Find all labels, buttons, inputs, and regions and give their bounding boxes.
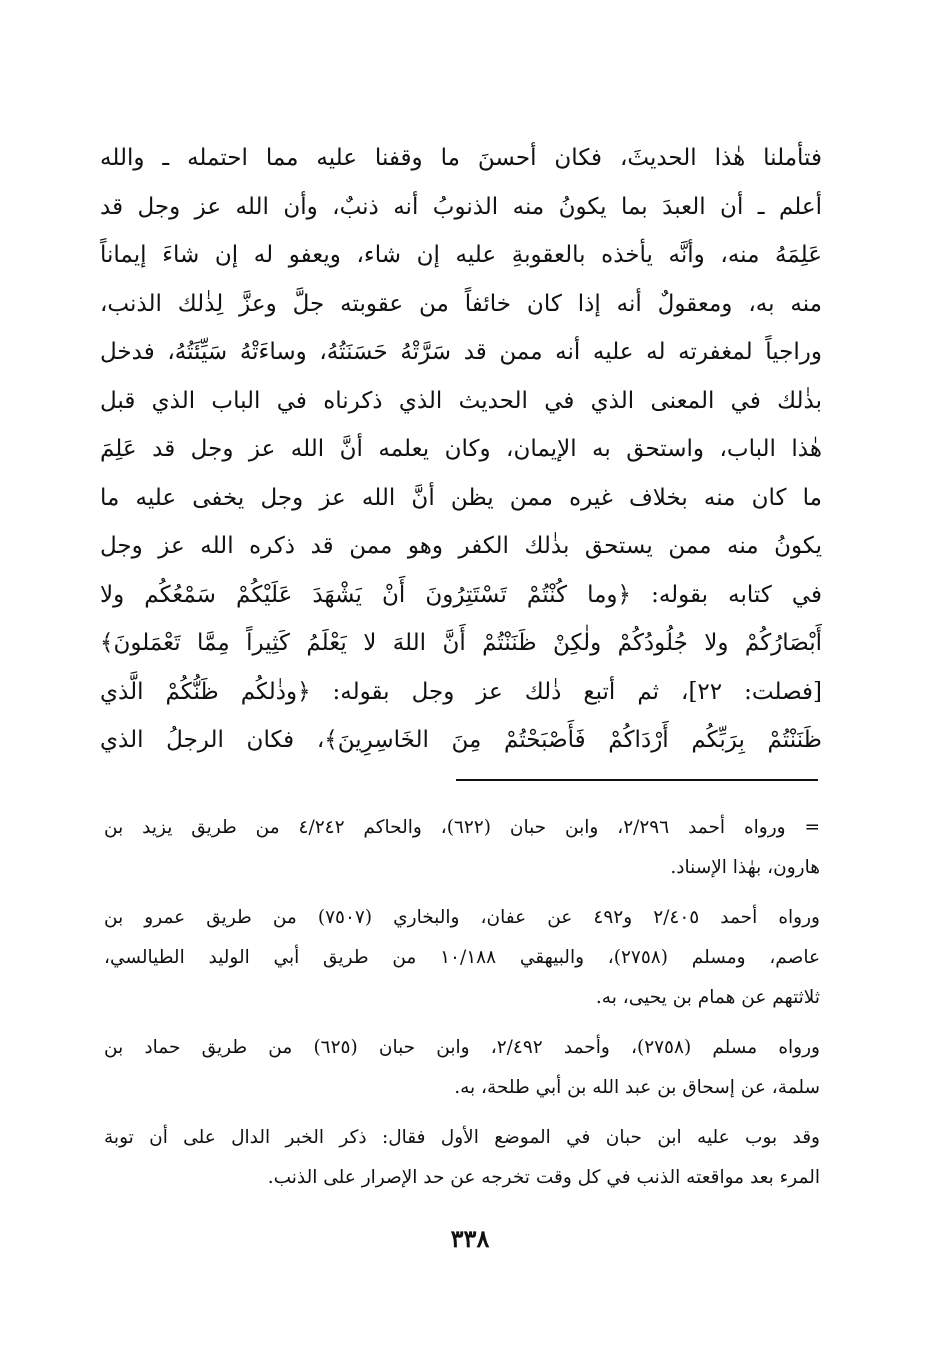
footnote-line: ورواه مسلم (٢٧٥٨)، وأحمد ٢/٤٩٢، وابن حبان (٦٢٥) من طريق حماد بن bbox=[104, 1037, 820, 1058]
footnote-gap bbox=[104, 1108, 820, 1118]
footnote-line: المرء بعد مواقعته الذنب في كل وقت تخرجه عن حد الإصرار على الذنب. bbox=[267, 1167, 820, 1188]
main-text-line: يكونُ منه ممن يستحق بذٰلك الكفر وهو ممن قد ذكره الله عز وجل bbox=[100, 533, 822, 559]
footnote-gap bbox=[104, 1018, 820, 1028]
main-text-line: ما كان منه بخلاف غيره ممن يظن أنَّ الله عز وجل يخفى عليه ما bbox=[100, 484, 822, 511]
main-text-line: بذٰلك في المعنى الذي في الحديث الذي ذكرناه في الباب الذي قبل bbox=[100, 387, 822, 414]
main-text-line: عَلِمَهُ منه، وأنَّه يأخذه بالعقوبةِ عليه إن شاء، ويعفو له إن شاءَ إيماناً bbox=[100, 242, 822, 268]
footnote-line: = ورواه أحمد ٢/٢٩٦، وابن حبان (٦٢٢)، والحاكم ٤/٢٤٢ من طريق يزيد بن bbox=[104, 817, 820, 838]
main-text-line: ظَنَنْتُمْ بِرَبِّكُم أَرْدَاكُمْ فَأَصْبَحْتُمْ مِنَ الخَاسِرِينَ﴾، فكان الرجلُ الذي bbox=[100, 727, 822, 753]
page-number: ٣٣٨ bbox=[450, 1224, 490, 1253]
main-text-line: [فصلت: ٢٢]، ثم أتبع ذٰلك عز وجل بقوله: ﴿وذٰلكُم ظَنُّكُمْ الَّذي bbox=[100, 678, 822, 705]
footnote-line: وقد بوب عليه ابن حبان في الموضع الأول فقال: ذكر الخبر الدال على أن توبة bbox=[104, 1127, 820, 1148]
footnote-line: عاصم، ومسلم (٢٧٥٨)، والبيهقي ١٠/١٨٨ من طريق أبي الوليد الطيالسي، bbox=[104, 947, 820, 968]
main-text-line: هٰذا الباب، واستحق به الإيمان، وكان يعلمه أنَّ الله عز وجل قد عَلِمَ bbox=[100, 436, 822, 462]
main-text-line: أعلم ـ أن العبدَ بما يكونُ منه الذنوبُ أنه ذنبٌ، وأن الله عز وجل قد bbox=[100, 193, 822, 220]
main-text-line: أَبْصَارُكُمْ ولا جُلُودُكُمْ ولٰكِنْ ظَنَنْتُمْ أَنَّ اللهَ لا يَعْلَمُ كَثِيراً مِمَّا تَعْمَلونَ﴾ bbox=[100, 630, 822, 656]
footnote-gap bbox=[104, 888, 820, 898]
main-text-line: منه به، ومعقولٌ أنه إذا كان خائفاً من عقوبته جلَّ وعزَّ لِذٰلك الذنب، bbox=[100, 290, 822, 317]
main-text-line: فتأملنا هٰذا الحديثَ، فكان أحسنَ ما وقفنا عليه مما احتمله ـ والله bbox=[100, 145, 822, 171]
footnote-line: ثلاثتهم عن همام بن يحيى، به. bbox=[595, 987, 820, 1008]
main-text bbox=[100, 134, 822, 765]
main-text-line: في كتابه بقوله: ﴿وما كُنْتُمْ تَسْتَتِرُونَ أَنْ يَشْهَدَ عَلَيْكُمْ سَمْعُكُم ولا bbox=[100, 581, 822, 608]
footnote-line: سلمة، عن إسحاق بن عبد الله بن أبي طلحة، به. bbox=[454, 1077, 820, 1098]
footnote-line: ورواه أحمد ٢/٤٠٥ و٤٩٢ عن عفان، والبخاري (٧٥٠٧) من طريق عمرو بن bbox=[104, 907, 820, 928]
footnote-separator bbox=[456, 779, 818, 781]
footnote-line: هارون، بهٰذا الإسناد. bbox=[670, 857, 820, 878]
footnotes bbox=[104, 808, 820, 1198]
main-text-line: وراجياً لمغفرته له عليه أنه ممن قد سَرَّتْهُ حَسَنَتُهُ، وساءَتْهُ سَيِّئَتُهُ، فدخل bbox=[100, 339, 822, 365]
